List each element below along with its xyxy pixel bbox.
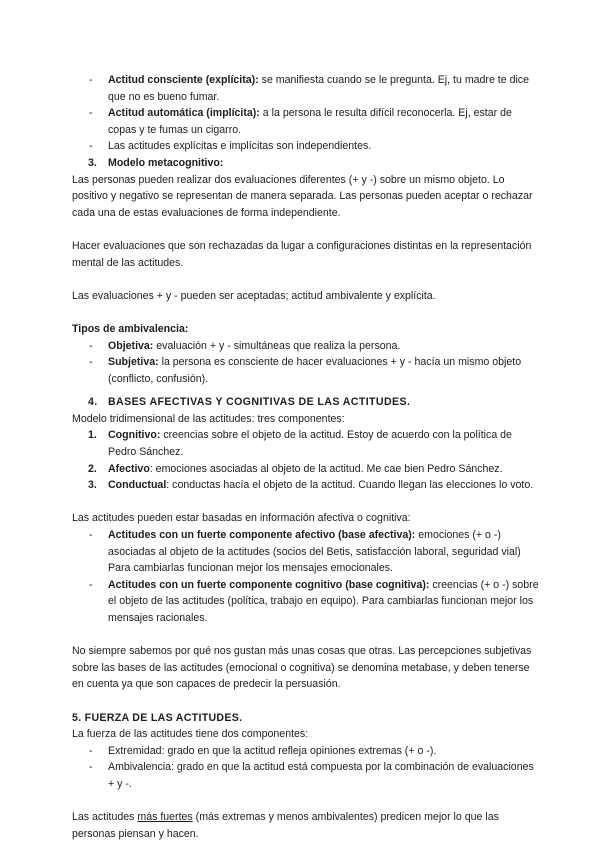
section-number: 3. xyxy=(88,156,97,169)
section-heading xyxy=(72,394,540,411)
list-item xyxy=(72,577,540,627)
definition: se manifiesta cuando se le pregunta. Ej, tu madre te dice que no es bueno fumar. xyxy=(108,74,529,103)
list-item xyxy=(72,427,540,460)
term: Cognitivo: xyxy=(108,429,161,442)
term: Conductual xyxy=(108,479,167,492)
list-item xyxy=(72,527,540,577)
definition: emociones (+ o -) asociadas al objeto de la actitudes (socios del Betis, satisfacción laboral, seguridad vial) Para cambiarlas funcionan mejor los mensajes emocionales. xyxy=(108,529,521,575)
definition: : conductas hacía el objeto de la actitud. Cuando llegan las elecciones lo voto. xyxy=(166,479,534,492)
list-marker: - xyxy=(89,761,93,774)
section-title: Modelo metacognitivo: xyxy=(108,156,224,169)
definition: creencias sobre el objeto de la actitud. Estoy de acuerdo con la política de Pedro Sánchez. xyxy=(108,429,512,459)
list-marker: - xyxy=(89,529,93,542)
strength-list xyxy=(72,743,540,793)
item-number: 2. xyxy=(88,462,97,475)
definition: : emociones asociadas al objeto de la actitud. Me cae bien Pedro Sánchez. xyxy=(149,462,503,475)
underlined-phrase: más fuertes xyxy=(137,811,193,824)
ambivalence-list xyxy=(72,338,540,388)
list-marker: - xyxy=(89,578,93,591)
list-marker: - xyxy=(89,74,93,86)
section-4-heading-list xyxy=(72,394,540,411)
definition: a la persona le resulta difícil reconocerla. Ej, estar de copas y te fumas un cigarro. xyxy=(108,107,512,136)
definition: la persona es consciente de hacer evaluaciones + y - hacía un mismo objeto (conflicto, confusión). xyxy=(108,356,522,385)
list-item xyxy=(72,354,540,387)
list-item xyxy=(72,105,540,138)
list-marker: - xyxy=(89,356,93,369)
item-number: 1. xyxy=(88,429,97,442)
term: Objetiva: xyxy=(108,339,154,352)
section-5-title: 5. FUERZA DE LAS ACTITUDES. xyxy=(72,711,243,724)
section-heading xyxy=(72,155,540,172)
list-marker: - xyxy=(89,339,93,352)
definition: Ambivalencia: grado en que la actitud está compuesta por la combinación de evaluaciones + y -. xyxy=(108,761,534,790)
paragraph-rejected-evaluations: Hacer evaluaciones que son rechazadas da lugar a configuraciones distintas en la representación mental de las actitudes. xyxy=(72,239,532,269)
definition: creencias (+ o -) sobre el objeto de las actitudes (política, trabajo en equipo). Para cambiarlas funcionan mejor los mensajes racionales. xyxy=(108,578,539,624)
components-list xyxy=(72,427,540,493)
list-item xyxy=(72,759,540,792)
final-text-end: (más extremas y menos ambivalentes) predicen mejor lo que las personas piensan y hacen. xyxy=(72,811,499,840)
section-3-heading-list xyxy=(72,155,540,172)
list-item xyxy=(72,72,540,105)
list-item xyxy=(72,338,540,355)
paragraph-final xyxy=(72,809,540,842)
term: Subjetiva: xyxy=(108,356,159,369)
term: Actitudes con un fuerte componente afectivo (base afectiva): xyxy=(108,529,416,542)
ambivalence-heading xyxy=(72,321,540,338)
paragraph-metabase: No siempre sabemos por qué nos gustan más unas cosas que otras. Las percepciones subjetivas sobre las bases de las actitudes (emocional o cognitiva) se denomina metabase, y deben tenerse en cuenta ya que son capaces de predecir la persuasión. xyxy=(72,645,532,691)
term: Afectivo xyxy=(108,462,150,475)
list-marker: - xyxy=(89,744,93,757)
term: Actitud consciente (explícita): xyxy=(108,74,259,86)
attitude-types-list xyxy=(72,72,540,155)
item-number: 3. xyxy=(88,479,97,492)
ambivalence-heading-text: Tipos de ambivalencia: xyxy=(72,322,189,335)
bases-intro: Las actitudes pueden estar basadas en información afectiva o cognitiva: xyxy=(72,512,411,525)
definition: Extremidad: grado en que la actitud refleja opiniones extremas (+ o -). xyxy=(108,744,437,757)
section-number: 4. xyxy=(88,396,98,409)
tridimensional-intro: Modelo tridimensional de las actitudes: tres componentes: xyxy=(72,412,345,425)
paragraph-accepted-evaluations: Las evaluaciones + y - pueden ser aceptadas; actitud ambivalente y explícita. xyxy=(72,289,436,302)
list-item xyxy=(72,461,540,478)
paragraph-metacognitive: Las personas pueden realizar dos evaluaciones diferentes (+ y -) sobre un mismo objeto. Lo positivo y negativo se representan de manera separada. Las personas pueden aceptar o rechazar cada una de estas evaluaciones de forma independiente. xyxy=(72,173,533,219)
bases-list xyxy=(72,527,540,627)
list-item xyxy=(72,743,540,760)
list-marker: - xyxy=(89,107,93,120)
list-marker: - xyxy=(89,140,93,153)
term: Actitud automática (implícita): xyxy=(108,107,260,120)
final-text-start: Las actitudes xyxy=(72,811,138,824)
list-item xyxy=(72,477,540,494)
definition: evaluación + y - simultáneas que realiza la persona. xyxy=(153,339,401,352)
strength-intro: La fuerza de las actitudes tiene dos componentes: xyxy=(72,728,309,741)
list-item xyxy=(72,138,540,155)
definition: Las actitudes explícitas e implícitas son independientes. xyxy=(108,140,372,153)
term: Actitudes con un fuerte componente cognitivo (base cognitiva): xyxy=(108,578,430,591)
section-title: BASES AFECTIVAS Y COGNITIVAS DE LAS ACTITUDES. xyxy=(108,396,411,409)
